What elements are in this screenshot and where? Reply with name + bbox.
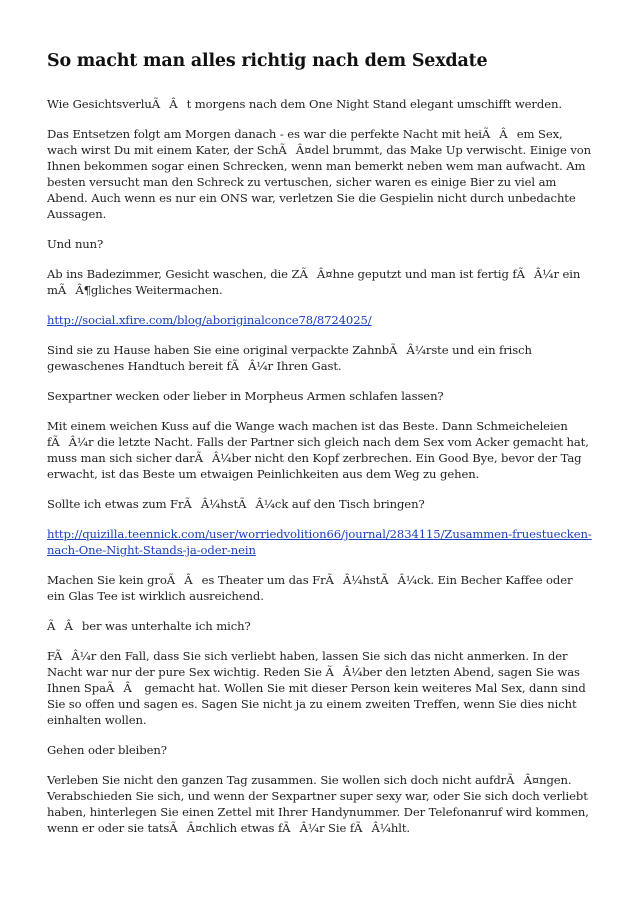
paragraph-sexpartner-wecken: Sexpartner wecken oder lieber in Morpheus Armen schlafen lassen? — [47, 389, 444, 403]
paragraph-fruehstueck-frage: Sollte ich etwas zum FrÃÂ¼hstÃÂ¼ck auf den Tisch bringen? — [47, 497, 425, 511]
quizilla-journal-link[interactable]: http://quizilla.teennick.com/user/worriedvolition66/journal/2834115/Zusammen-fruestuecken-nach-One-Night-Stands-ja-oder-nein — [47, 527, 592, 557]
page-title: So macht man alles richtig nach dem Sexdate — [47, 51, 488, 71]
paragraph-badezimmer: Ab ins Badezimmer, Gesicht waschen, die ZÃÂ¤hne geputzt und man ist fertig fÃÂ¼r ein mÃÂ¶gliches Weitermachen. — [47, 267, 581, 297]
paragraph-unterhalten-frage: ÃÂber was unterhalte ich mich? — [47, 619, 251, 633]
paragraph-gehen-bleiben: Gehen oder bleiben? — [47, 743, 167, 757]
paragraph-kuss: Mit einem weichen Kuss auf die Wange wach machen ist das Beste. Dann Schmeicheleien fÃÂ¼r die letzte Nacht. Falls der Partner sich gleich nach dem Sex vom Acker gemacht hat, muss man sich sicher darÃÂ¼ber nicht den Kopf zerbrechen. Ein Good Bye, bevor der Tag erwacht, ist das Beste um etwaigen Peinlichkeiten aus dem Weg zu gehen. — [47, 419, 589, 481]
link-paragraph-2 — [47, 526, 593, 558]
document-page — [47, 50, 593, 850]
paragraph-entsetzen: Das Entsetzen folgt am Morgen danach - es war die perfekte Nacht mit heiÃÂem Sex, wach wirst Du mit einem Kater, der SchÃÂ¤del brummt, das Make Up verwischt. Einige von Ihnen bekommen sogar einen Schrecken, wenn man bemerkt neben wem man aufwacht. Am besten versucht man den Schreck zu vertuschen, sicher waren es einige Bier zu viel am Abend. Auch wenn es nur ein ONS war, verletzen Sie die Gespielin nicht durch unbedachte Aussagen. — [47, 127, 592, 221]
link-paragraph-1 — [47, 312, 593, 328]
paragraph-theater: Machen Sie kein groÃÂes Theater um das FrÃÂ¼hstÃÂ¼ck. Ein Becher Kaffee oder ein Glas Tee ist wirklich ausreichend. — [47, 573, 573, 603]
paragraph-verliebt: FÃÂ¼r den Fall, dass Sie sich verliebt haben, lassen Sie sich das nicht anmerken. In der Nacht war nur der pure Sex wichtig. Reden Sie ÃÂ¼ber den letzten Abend, sagen Sie was Ihnen SpaÃÂ gemacht hat. Wollen Sie mit dieser Person kein weiteres Mal Sex, dann sind Sie so offen und sagen es. Sagen Sie nicht ja zu einem zweiten Treffen, wenn Sie dies nicht einhalten wollen. — [47, 649, 586, 727]
paragraph-zahnbuerste: Sind sie zu Hause haben Sie eine original verpackte ZahnbÃÂ¼rste und ein frisch gewaschenes Handtuch bereit fÃÂ¼r Ihren Gast. — [47, 343, 532, 373]
paragraph-und-nun: Und nun? — [47, 237, 104, 251]
paragraph-intro: Wie GesichtsverluÃÂt morgens nach dem One Night Stand elegant umschifft werden. — [47, 97, 562, 111]
paragraph-verabschieden: Verleben Sie nicht den ganzen Tag zusammen. Sie wollen sich doch nicht aufdrÃÂ¤ngen. Verabschieden Sie sich, und wenn der Sexpartner super sexy war, oder Sie sich doch verliebt haben, hinterlegen Sie einen Zettel mit Ihrer Handynummer. Der Telefonanruf wird kommen, wenn er oder sie tatsÃÂ¤chlich etwas fÃÂ¼r Sie fÃÂ¼hlt. — [47, 773, 589, 835]
xfire-blog-link[interactable]: http://social.xfire.com/blog/aboriginalconce78/8724025/ — [47, 313, 372, 327]
